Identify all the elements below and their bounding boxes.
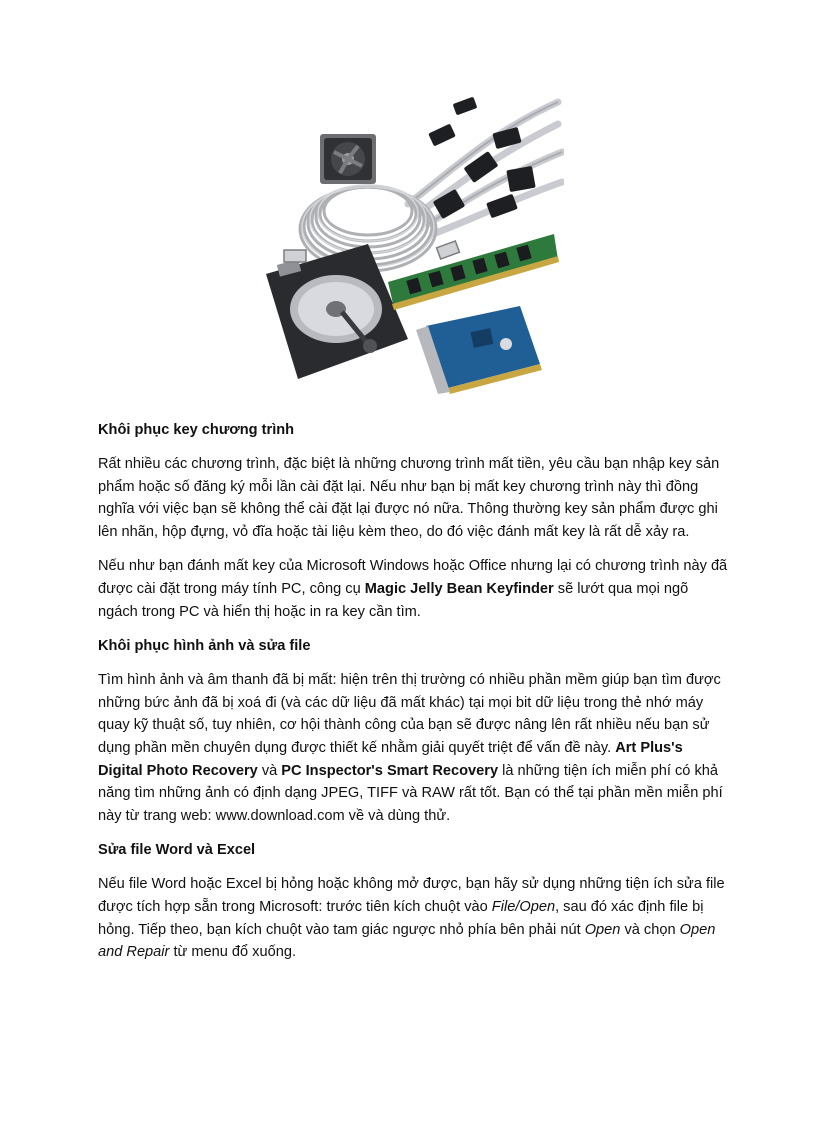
cable-plug xyxy=(284,250,306,262)
article-body xyxy=(98,419,728,976)
section-heading-recover-images: Khôi phục hình ảnh và sửa file xyxy=(98,638,311,655)
paragraph-text: từ menu đổ xuống. xyxy=(169,944,297,961)
product-name: Magic Jelly Bean Keyfinder xyxy=(364,580,554,597)
paragraph-text: , sau đó xác định file bị hỏng. Tiếp theo, bạn kích chuột vào tam giác ngược nhỏ phía bên phải nút xyxy=(98,898,704,938)
hardware-illustration xyxy=(258,94,564,394)
section-heading-repair-word-excel: Sửa file Word và Excel xyxy=(98,842,256,859)
paragraph xyxy=(98,555,728,623)
pci-card xyxy=(416,306,542,394)
paragraph xyxy=(98,873,728,963)
paragraph-text: Nếu như bạn đánh mất key của Microsoft Windows hoặc Office nhưng lại có chương trình này đã được cài đặt trong máy tính PC, công cụ xyxy=(98,558,728,597)
paragraph-text: Tìm hình ảnh và âm thanh đã bị mất: hiện trên thị trường có nhiều phần mềm giúp bạn tìm được những bức ảnh đã bị xoá đi (và các dữ liệu đã mất khác) tại mọi bit dữ liệu trong thẻ nhớ máy quay kỹ thuật số, tuy nhiên, cơ hội thành công của bạn sẽ được nâng lên rất nhiều nếu bạn sử dụng phần mền chuyên dụng được thiết kế nhằm giải quyết triệt để vấn đề này. xyxy=(98,672,721,756)
section-heading-recover-key: Khôi phục key chương trình xyxy=(98,422,295,438)
product-name: Art Plus's Digital Photo Recovery xyxy=(98,739,683,779)
paragraph-text: và xyxy=(257,762,282,779)
paragraph-text: và chọn xyxy=(620,921,680,938)
paragraph xyxy=(98,453,728,543)
paragraph-text: sẽ lướt qua mọi ngõ ngách trong PC và hiển thị hoặc in ra key cần tìm. xyxy=(98,580,689,620)
product-name: PC Inspector's Smart Recovery xyxy=(281,762,499,779)
paragraph xyxy=(98,669,728,827)
button-name: Open xyxy=(584,921,621,938)
paragraph-text: là những tiện ích miễn phí có khả năng tìm những ảnh có định dạng JPEG, TIFF và RAW rất tốt. Bạn có thể tại phần mền miễn phí này từ trang web: www.download.com về và dùng thử. xyxy=(98,762,723,824)
menu-path: File/Open xyxy=(491,898,556,915)
cpu-cooler xyxy=(320,134,376,184)
menu-option: Open and Repair xyxy=(98,921,716,961)
paragraph-text: Nếu file Word hoặc Excel bị hỏng hoặc không mở được, bạn hãy sử dụng những tiện ích sửa file được tích hợp sẵn trong Microsoft: trước tiên kích chuột vào xyxy=(98,876,725,915)
paragraph-text: Rất nhiều các chương trình, đặc biệt là những chương trình mất tiền, yêu cầu bạn nhập key sản phẩm hoặc số đăng ký mỗi lần cài đặt lại. Nếu như bạn bị mất key chương trình này thì đồng nghĩa với việc bạn sẽ không thể cài đặt lại được nó nữa. Thông thường key sản phẩm được ghi lên nhãn, hộp đựng, vỏ đĩa hoặc tài liệu kèm theo, do đó việc đánh mất key là rất dễ xảy ra. xyxy=(98,456,720,540)
